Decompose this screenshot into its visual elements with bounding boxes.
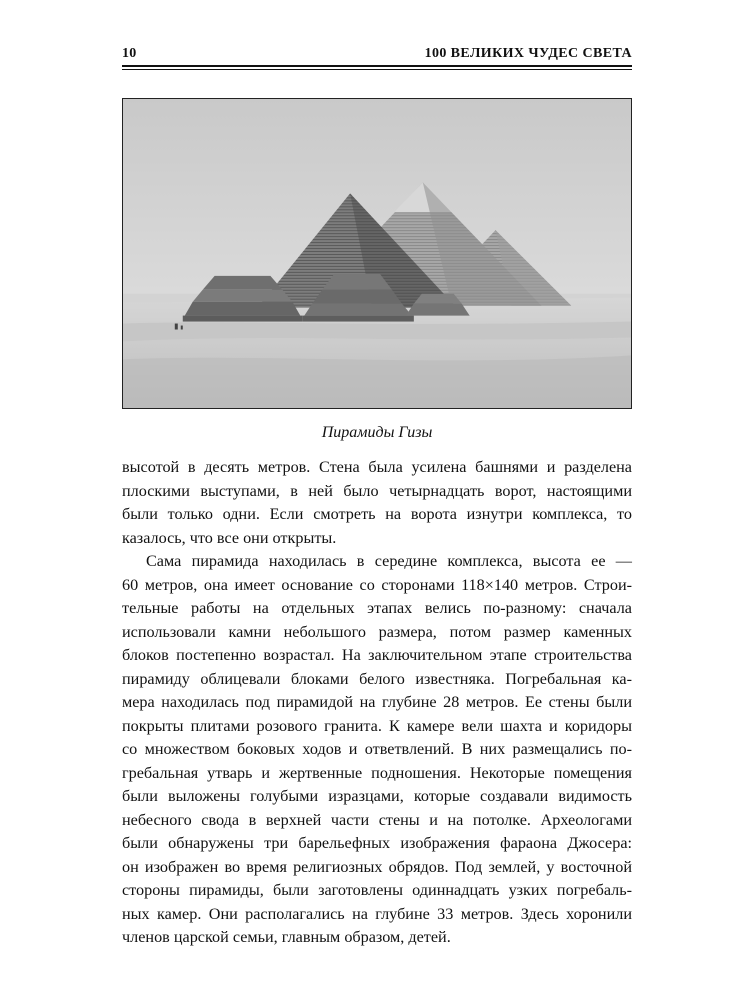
text-line: Сама пирамида находилась в середине комплекса, высота ее — xyxy=(146,552,632,570)
text-line: блоков постепенно возрастал. На заключительном этапе строительства xyxy=(122,646,632,664)
text-line: плоскими выступами, в ней было четырнадцать ворот, настоящими xyxy=(122,481,632,500)
text-line: покрыты плитами розового гранита. К камере вели шахта и коридоры xyxy=(122,716,632,735)
running-header xyxy=(122,44,632,70)
text-line: членов царской семьи, главным образом, детей. xyxy=(122,928,451,946)
text-line: использовали камни небольшого размера, потом размер каменных xyxy=(122,622,632,641)
text-line: высотой в десять метров. Стена была усилена башнями и разделена xyxy=(122,458,632,476)
text-line: стороны пирамиды, были заготовлены одиннадцать узких погребаль- xyxy=(122,881,632,899)
text-line: мера находилась под пирамидой на глубине 28 метров. Ее стены были xyxy=(122,693,632,711)
pyramids-photo xyxy=(122,98,632,409)
text-line: 60 метров, она имеет основание со сторонами 118×140 метров. Строи- xyxy=(122,575,632,594)
text-line: небесного свода в верхней части стены и на потолке. Археологами xyxy=(122,810,632,829)
header-rule-thin xyxy=(122,69,632,70)
text-line: были выложены голубыми изразцами, которые создавали видимость xyxy=(122,787,632,805)
body-text xyxy=(122,456,632,950)
text-line: со множеством боковых ходов и ответвлений. В них размещались по- xyxy=(122,740,632,758)
running-title: 100 ВЕЛИКИХ ЧУДЕС СВЕТА xyxy=(424,46,632,61)
header-rule-thick xyxy=(122,65,632,67)
text-line: тельные работы на отдельных этапах велись по-разному: сначала xyxy=(122,599,632,617)
text-line: были только одни. Если смотреть на ворота изнутри комплекса, то xyxy=(122,505,632,523)
text-line: гребальная утварь и жертвенные подношения. Некоторые помещения xyxy=(122,763,632,782)
text-line: казалось, что все они открыты. xyxy=(122,528,337,547)
text-line: были обнаружены три барельефных изображения фараона Джосера: xyxy=(122,834,632,852)
text-line: пирамиду облицевали блоками белого известняка. Погребальная ка- xyxy=(122,669,632,688)
page-number: 10 xyxy=(122,46,137,61)
pyramids-photo-illustration xyxy=(123,99,631,408)
figure-caption: Пирамиды Гизы xyxy=(321,424,433,441)
text-line: ных камер. Они располагались на глубине 33 метров. Здесь хоронили xyxy=(122,904,632,923)
text-line: он изображен во время религиозных обрядов. Под землей, у восточной xyxy=(122,857,632,876)
